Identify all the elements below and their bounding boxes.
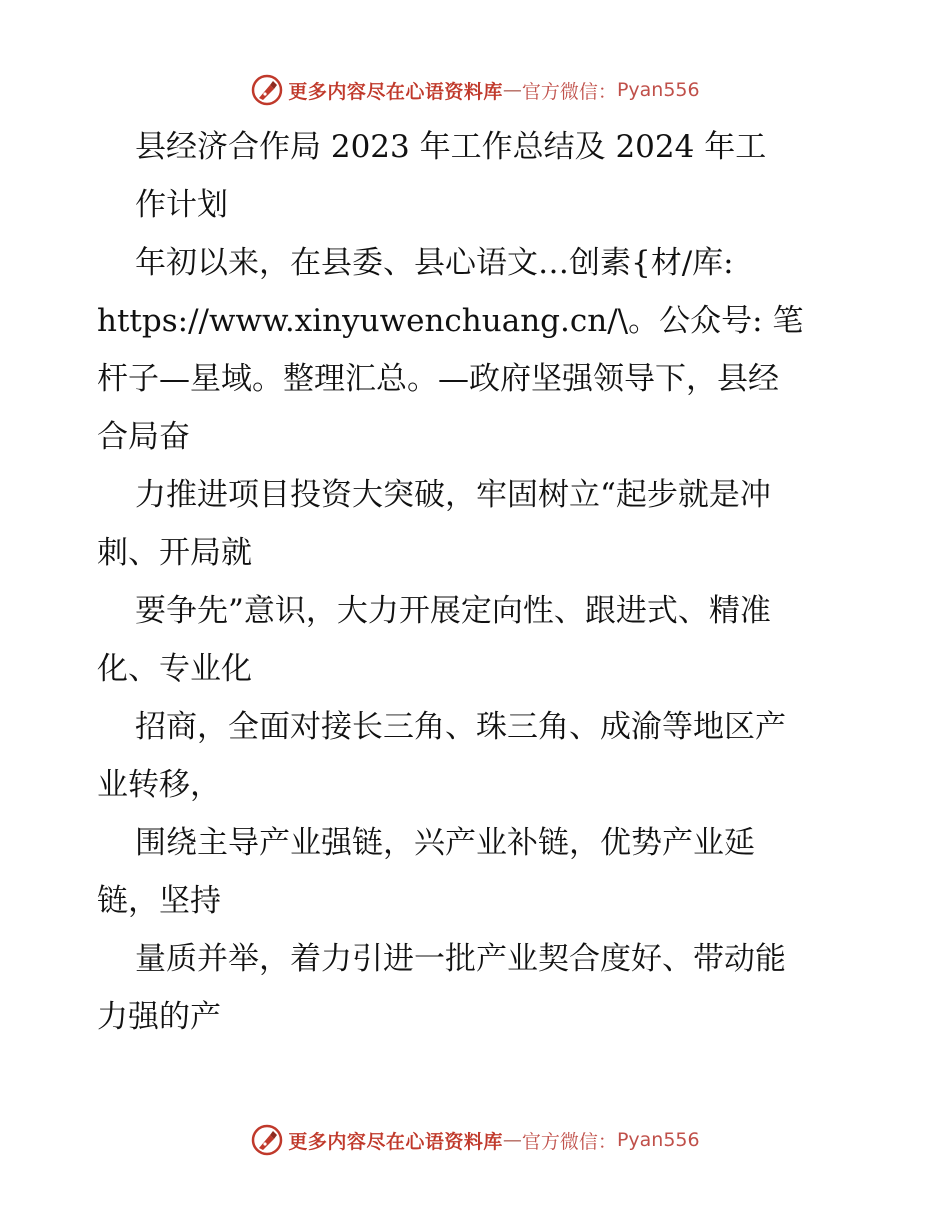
paragraph-line: 合局奋	[97, 419, 190, 455]
paragraph-line: 刺、开局就	[97, 535, 252, 571]
paragraph-line: 链，坚持	[97, 883, 221, 919]
paragraph-line: 年初以来，在县委、县心语文…创素{材/库:	[135, 245, 734, 281]
document-title-line-2: 作计划	[135, 187, 228, 223]
paragraph-line: https://www.xinyuwenchuang.cn/\。公众号: 笔	[97, 303, 804, 339]
header-banner	[0, 70, 950, 110]
paragraph-line: 杆子—星域。整理汇总。—政府坚强领导下，县经	[97, 361, 779, 397]
pen-nib-logo-icon	[250, 73, 284, 107]
document-title-line-1: 县经济合作局 2023 年工作总结及 2024 年工	[135, 129, 767, 165]
paragraph-line: 要争先”意识，大力开展定向性、跟进式、精准	[135, 593, 771, 629]
document-body	[97, 118, 857, 1046]
paragraph-line: 力推进项目投资大突破，牢固树立“起步就是冲	[135, 477, 771, 513]
banner-main-text: 更多内容尽在心语资料库	[288, 1130, 503, 1153]
paragraph-line: 化、专业化	[97, 651, 252, 687]
paragraph-line: 围绕主导产业强链，兴产业补链，优势产业延	[135, 825, 755, 861]
paragraph-line: 量质并举，着力引进一批产业契合度好、带动能	[135, 941, 786, 977]
banner-separator: —	[502, 79, 522, 101]
banner-wechat-label: 官方微信：	[521, 1130, 617, 1153]
banner-wechat-id: Pyan556	[616, 1129, 700, 1151]
paragraph-line: 力强的产	[97, 999, 221, 1035]
pen-nib-logo-icon	[250, 1123, 284, 1157]
paragraph-line: 招商，全面对接长三角、珠三角、成渝等地区产	[135, 709, 786, 745]
footer-banner	[0, 1120, 950, 1160]
paragraph-line: 业转移，	[97, 767, 221, 803]
banner-separator: —	[502, 1129, 522, 1151]
banner-wechat-label: 官方微信：	[521, 80, 617, 103]
banner-wechat-id: Pyan556	[616, 79, 700, 101]
banner-main-text: 更多内容尽在心语资料库	[288, 80, 503, 103]
